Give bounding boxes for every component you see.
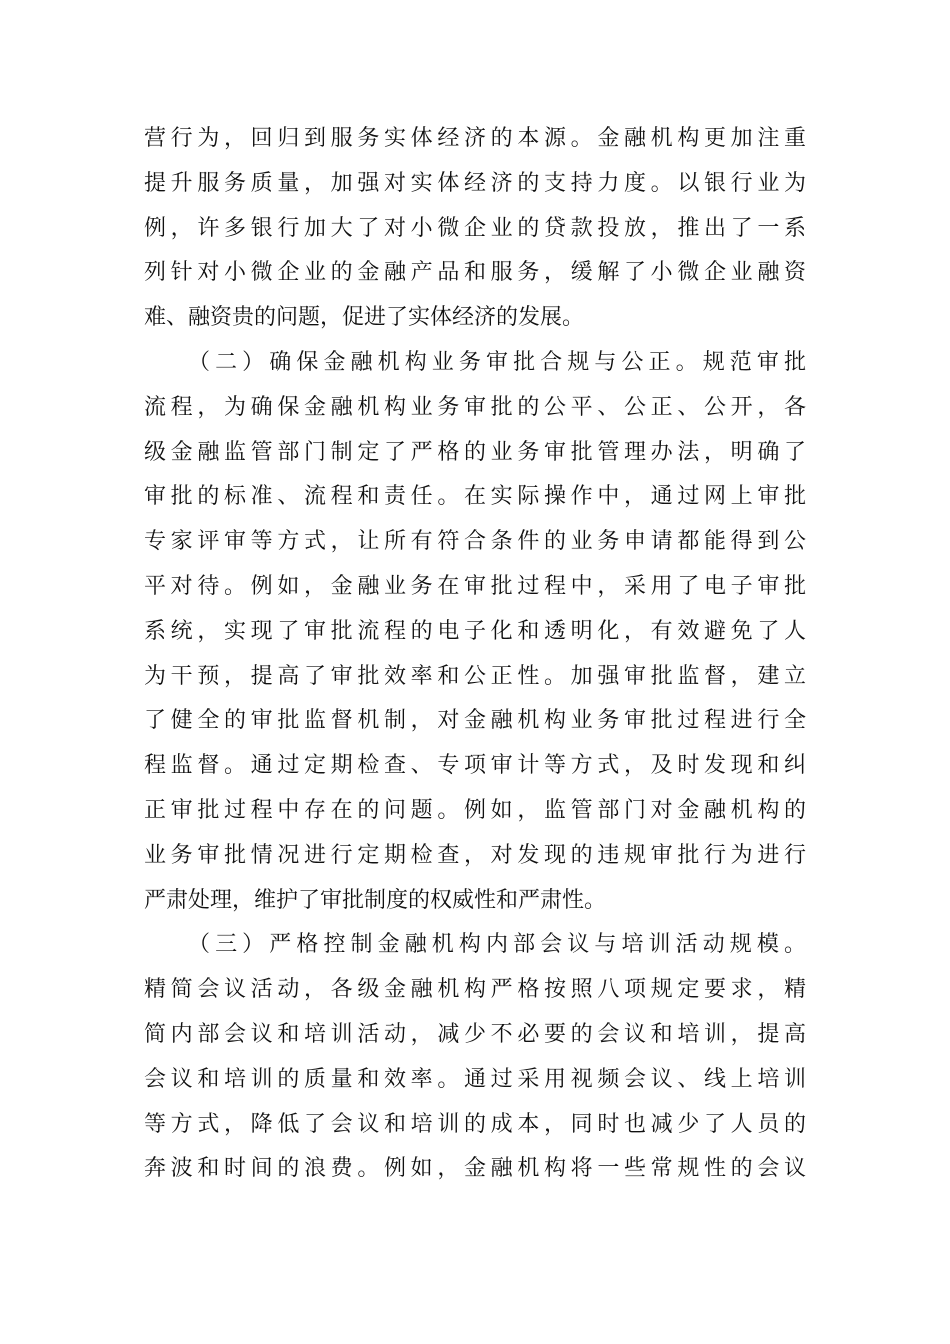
- text-line: 例，许多银行加大了对小微企业的贷款投放，推出了一系: [144, 215, 806, 241]
- document-page: [144, 117, 806, 1192]
- text-line: 等方式，降低了会议和培训的成本，同时也减少了人员的: [144, 1111, 806, 1137]
- text-line: 了健全的审批监督机制，对金融机构业务审批过程进行全: [144, 708, 806, 734]
- section-heading-line: （三）严格控制金融机构内部会议与培训活动规模。: [188, 932, 806, 958]
- text-line: 审批的标准、流程和责任。在实际操作中，通过网上审批: [144, 484, 806, 510]
- text-line: 正审批过程中存在的问题。例如，监管部门对金融机构的: [144, 797, 806, 823]
- text-line: 为干预，提高了审批效率和公正性。加强审批监督，建立: [144, 663, 806, 689]
- text-line: 严肃处理，维护了审批制度的权威性和严肃性。: [144, 887, 607, 913]
- text-line: 流程，为确保金融机构业务审批的公平、公正、公开，各: [144, 394, 806, 420]
- text-line: 会议和培训的质量和效率。通过采用视频会议、线上培训: [144, 1066, 806, 1092]
- text-line: 平对待。例如，金融业务在审批过程中，采用了电子审批: [144, 573, 806, 599]
- paragraph-1: [144, 117, 806, 341]
- text-line: 业务审批情况进行定期检查，对发现的违规审批行为进行: [144, 842, 806, 868]
- text-line: 列针对小微企业的金融产品和服务，缓解了小微企业融资: [144, 260, 806, 286]
- text-line: 专家评审等方式，让所有符合条件的业务申请都能得到公: [144, 529, 806, 555]
- paragraph-2-approval-compliance: [144, 341, 806, 923]
- text-line: 奔波和时间的浪费。例如，金融机构将一些常规性的会议: [144, 1156, 806, 1182]
- text-line: 简内部会议和培训活动，减少不必要的会议和培训，提高: [144, 1021, 806, 1047]
- text-line: 提升服务质量，加强对实体经济的支持力度。以银行业为: [144, 170, 806, 196]
- paragraph-3-meeting-control: [144, 923, 806, 1192]
- text-line: 难、融资贵的问题，促进了实体经济的发展。: [144, 305, 585, 331]
- text-line: 营行为，回归到服务实体经济的本源。金融机构更加注重: [144, 126, 806, 151]
- text-line: 程监督。通过定期检查、专项审计等方式，及时发现和纠: [144, 753, 806, 779]
- text-line: 精简会议活动，各级金融机构严格按照八项规定要求，精: [144, 977, 806, 1003]
- text-line: 级金融监管部门制定了严格的业务审批管理办法，明确了: [144, 439, 806, 465]
- text-line: 系统，实现了审批流程的电子化和透明化，有效避免了人: [144, 618, 806, 644]
- section-heading-line: （二）确保金融机构业务审批合规与公正。规范审批: [188, 349, 806, 375]
